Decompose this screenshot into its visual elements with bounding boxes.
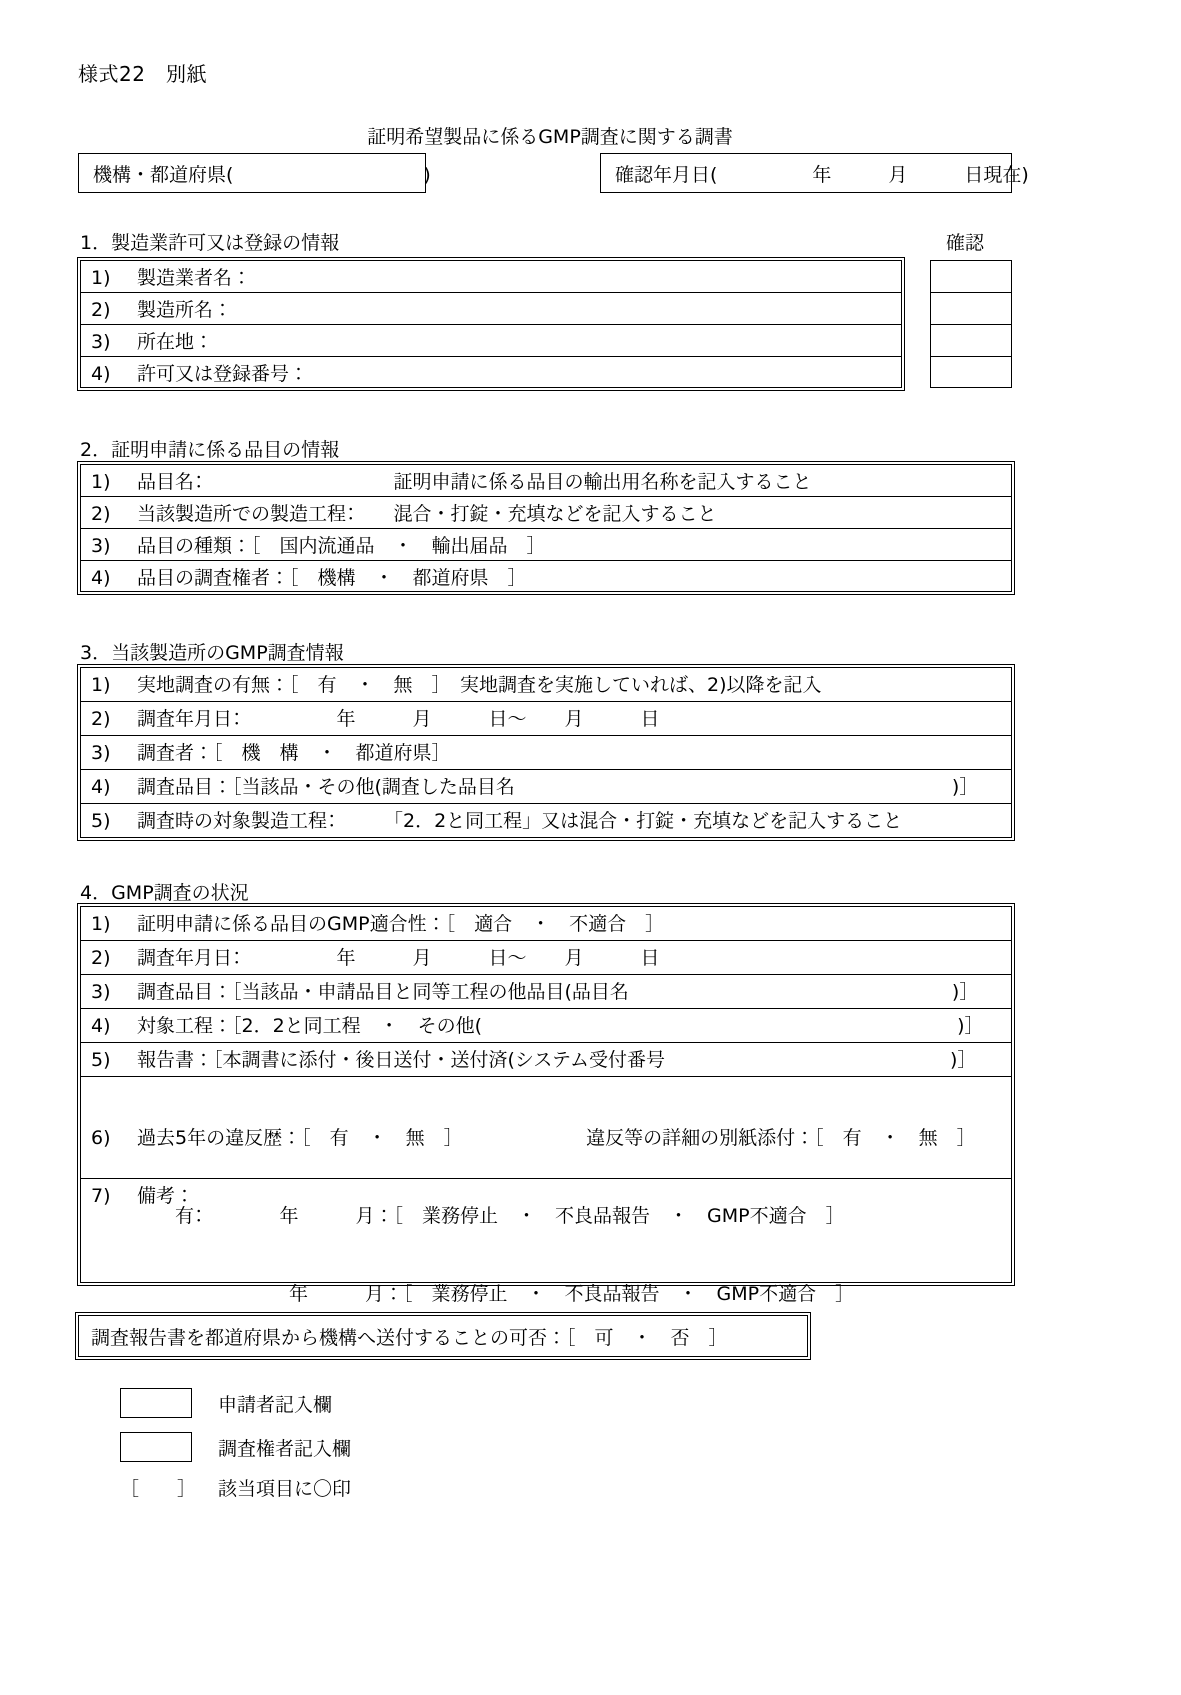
row-label: 当該製造所での製造工程： 混合・打錠・充填などを記入すること	[137, 503, 717, 525]
table-row[interactable]	[81, 907, 1011, 941]
table-row[interactable]	[81, 293, 901, 325]
table-row[interactable]	[81, 702, 1011, 736]
table-row[interactable]	[81, 497, 1011, 529]
table-row[interactable]	[81, 1043, 1011, 1077]
section-2-heading: 2．証明申請に係る品目の情報	[80, 439, 340, 461]
page-title: 証明希望製品に係るGMP調査に関する調書	[367, 126, 733, 148]
row-number: 3)	[91, 742, 111, 764]
legend-bracket-icon: ［ ］	[120, 1478, 197, 1500]
legend-label: 申請者記入欄	[218, 1393, 333, 1416]
table-row[interactable]	[81, 529, 1011, 561]
row-label: 調査品目：［当該品・その他(調査した品目名 )］	[137, 776, 979, 798]
row-number: 1)	[91, 913, 111, 935]
table-row[interactable]	[81, 736, 1011, 770]
report-forwarding-consent[interactable]: 調査報告書を都道府県から機構へ送付することの可否：［ 可 ・ 否 ］	[78, 1315, 808, 1357]
row-label: 報告書：［本調書に添付・後日送付・送付済(システム受付番号 )］	[137, 1049, 977, 1071]
confirm-cell[interactable]	[931, 325, 1011, 357]
form-number: 様式22 別紙	[78, 62, 207, 86]
row-label: 許可又は登録番号：	[137, 363, 309, 385]
table-row[interactable]	[81, 465, 1011, 497]
row-number: 4)	[91, 776, 111, 798]
section-1-table	[80, 260, 902, 388]
confirm-cell[interactable]	[931, 357, 1011, 389]
legend-item-inspector	[120, 1432, 351, 1462]
row-label: 過去5年の違反歴：［ 有 ・ 無 ］ 違反等の詳細の別紙添付：［ 有 ・ 無 ］	[137, 1127, 976, 1149]
section-2-table	[80, 464, 1012, 592]
table-row[interactable]	[81, 325, 901, 357]
legend-item-bracket	[120, 1474, 351, 1501]
section-1-heading: 1．製造業許可又は登録の情報	[80, 232, 340, 254]
row-number: 6)	[91, 1127, 111, 1149]
row-label: 調査時の対象製造工程： 「2．2と同工程」又は混合・打錠・充填などを記入すること	[137, 810, 903, 832]
section-3-heading: 3．当該製造所のGMP調査情報	[80, 642, 344, 664]
confirm-cell[interactable]	[931, 293, 1011, 325]
row-number: 1)	[91, 674, 111, 696]
violation-line-1: 有： 年 月：［ 業務停止 ・ 不良品報告 ・ GMP不適合 ］	[137, 1205, 845, 1227]
confirmation-date-field[interactable]: 確認年月日( 年 月 日現在)	[600, 153, 1012, 193]
row-label: 調査品目：［当該品・申請品目と同等工程の他品目(品目名 )］	[137, 981, 979, 1003]
confirm-cell[interactable]	[931, 261, 1011, 293]
row-number: 2)	[91, 503, 111, 525]
legend-label: 該当項目に〇印	[218, 1478, 352, 1500]
section-4-heading: 4．GMP調査の状況	[80, 882, 249, 904]
row-number: 4)	[91, 567, 111, 589]
row-number: 3)	[91, 535, 111, 557]
table-row[interactable]	[81, 261, 901, 293]
section-4-table	[80, 906, 1012, 1305]
row-label: 所在地：	[137, 331, 214, 353]
row-label: 品目の調査権者：［ 機構 ・ 都道府県 ］	[137, 567, 527, 589]
row-label: 調査年月日： 年 月 日～ 月 日	[137, 708, 660, 730]
row-number: 2)	[91, 299, 111, 321]
row-number: 3)	[91, 331, 111, 353]
table-row[interactable]	[81, 668, 1011, 702]
authority-field[interactable]: 機構・都道府県( )	[78, 153, 426, 193]
row-label: 備考：	[137, 1185, 195, 1207]
row-label: 対象工程：［2．2と同工程 ・ その他( )］	[137, 1015, 984, 1037]
table-row[interactable]	[81, 1009, 1011, 1043]
row-number: 5)	[91, 810, 111, 832]
legend-item-applicant	[120, 1388, 332, 1418]
row-number: 2)	[91, 947, 111, 969]
legend-box-icon	[120, 1432, 192, 1462]
row-label: 調査年月日： 年 月 日～ 月 日	[137, 947, 660, 969]
row-label: 製造業者名：	[137, 267, 252, 289]
confirm-column-label: 確認	[946, 232, 985, 254]
row-label: 実地調査の有無：［ 有 ・ 無 ］ 実地調査を実施していれば、2)以降を記入	[137, 674, 822, 696]
row-label: 証明申請に係る品目のGMP適合性：［ 適合 ・ 不適合 ］	[137, 913, 665, 935]
table-row[interactable]	[81, 561, 1011, 593]
legend-label: 調査権者記入欄	[218, 1437, 352, 1460]
row-number: 2)	[91, 708, 111, 730]
row-number: 3)	[91, 981, 111, 1003]
row-number: 1)	[91, 267, 111, 289]
row-label: 品目の種類：［ 国内流通品 ・ 輸出届品 ］	[137, 535, 546, 557]
table-row[interactable]	[81, 804, 1011, 838]
violation-line-2: 年 月：［ 業務停止 ・ 不良品報告 ・ GMP不適合 ］	[137, 1283, 855, 1305]
table-row[interactable]	[81, 770, 1011, 804]
row-number: 5)	[91, 1049, 111, 1071]
row-number: 4)	[91, 363, 111, 385]
table-row[interactable]	[81, 357, 901, 389]
section-1-confirm-table	[930, 260, 1012, 388]
table-row[interactable]	[81, 975, 1011, 1009]
legend-box-icon	[120, 1388, 192, 1418]
row-number: 7)	[91, 1185, 111, 1207]
row-label: 調査者：［ 機 構 ・ 都道府県］	[137, 742, 451, 764]
row-number: 4)	[91, 1015, 111, 1037]
row-label: 品目名： 証明申請に係る品目の輸出用名称を記入すること	[137, 471, 812, 493]
section-3-table	[80, 667, 1012, 838]
table-row[interactable]	[81, 941, 1011, 975]
row-number: 1)	[91, 471, 111, 493]
row-label: 製造所名：	[137, 299, 233, 321]
